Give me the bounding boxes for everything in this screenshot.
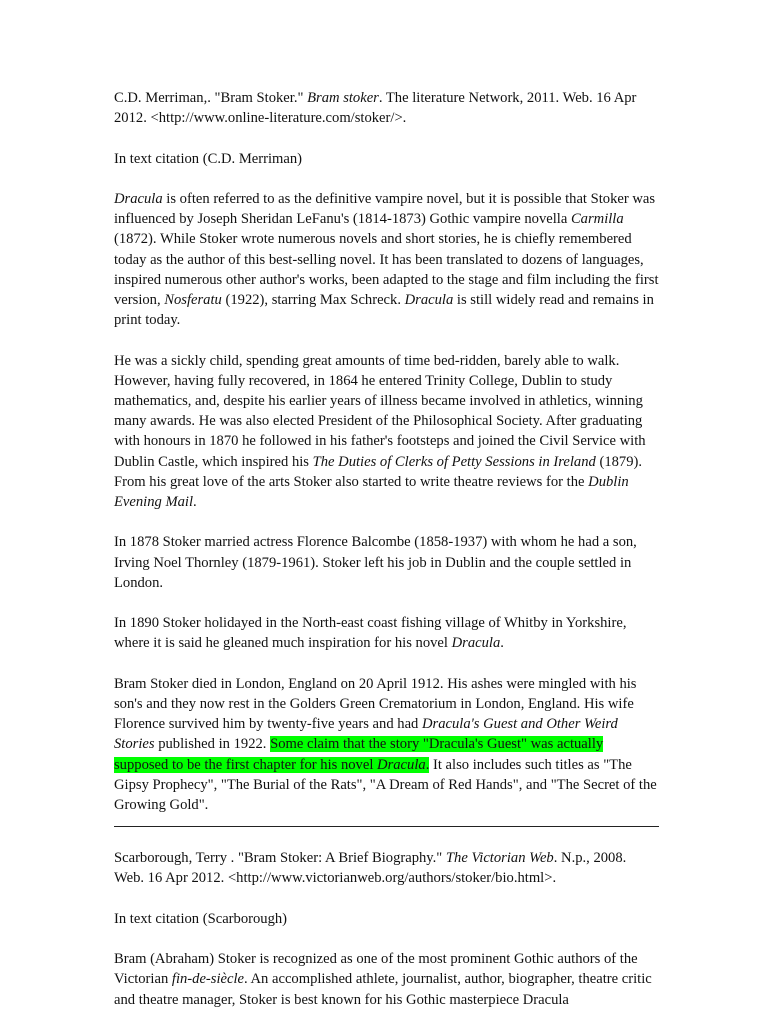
in-text-citation-scarborough: In text citation (Scarborough)	[114, 910, 288, 927]
citation-merriman: C.D. Merriman,. "Bram Stoker." Bram stoker. The literature Network, 2011. Web. 16 Apr 2012. <http://www.online-literature.com/stoker/>.	[114, 90, 637, 127]
paragraph-early-life: He was a sickly child, spending great amounts of time bed-ridden, barely able to walk. However, having fully recovered, in 1864 he entered Trinity College, Dublin to study mathematics, and, despite his earlier years of illness became involved in athletics, winning many awards. He was also elected President of the Philosophical Society. After graduating with honours in 1870 he followed in his father's footsteps and joined the Civil Service with Dublin Castle, which inspired his The Duties of Clerks of Petty Sessions in Ireland (1879). From his great love of the arts Stoker also started to write theatre reviews for the Dublin Evening Mail.	[114, 352, 646, 511]
paragraph-whitby: In 1890 Stoker holidayed in the North-east coast fishing village of Whitby in Yorkshire, where it is said he gleaned much inspiration for his novel Dracula.	[114, 615, 627, 652]
section-divider	[114, 826, 659, 827]
paragraph-death: Bram Stoker died in London, England on 20 April 1912. His ashes were mingled with his son's and they now rest in the Golders Green Crematorium in London, England. His wife Florence survived him by twenty-five years and had Dracula's Guest and Other Weird Stories published in 1922. Some claim that the story "Dracula's Guest" was actually supposed to be the first chapter for his novel Dracula. It also includes such titles as "The Gipsy Prophecy", "The Burial of the Rats", "A Dream of Red Hands", and "The Secret of the Growing Gold".	[114, 675, 657, 814]
in-text-citation-merriman: In text citation (C.D. Merriman)	[114, 150, 303, 167]
highlighted-text: Some claim that the story "Dracula's Guest" was actually supposed to be the first chapter for his novel Dracula.	[114, 736, 604, 773]
citation-scarborough: Scarborough, Terry . "Bram Stoker: A Brief Biography." The Victorian Web. N.p., 2008. Web. 16 Apr 2012. <http://www.victorianweb.org/authors/stoker/bio.html>.	[114, 850, 627, 887]
document-page	[114, 88, 659, 1010]
paragraph-gothic-author: Bram (Abraham) Stoker is recognized as one of the most prominent Gothic authors of the Victorian fin-de-siècle. An accomplished athlete, journalist, author, biographer, theatre critic and theatre manager, Stoker is best known for his Gothic masterpiece Dracula	[114, 951, 652, 1008]
paragraph-marriage: In 1878 Stoker married actress Florence Balcombe (1858-1937) with whom he had a son, Irving Noel Thornley (1879-1961). Stoker left his job in Dublin and the couple settled in London.	[114, 534, 637, 591]
paragraph-dracula-overview: Dracula is often referred to as the definitive vampire novel, but it is possible that Stoker was influenced by Joseph Sheridan LeFanu's (1814-1873) Gothic vampire novella Carmilla (1872). While Stoker wrote numerous novels and short stories, he is chiefly remembered today as the author of this best-selling novel. It has been translated to dozens of languages, inspired numerous other author's works, been adapted to the stage and film including the first version, Nosferatu (1922), starring Max Schreck. Dracula is still widely read and remains in print today.	[114, 190, 659, 329]
